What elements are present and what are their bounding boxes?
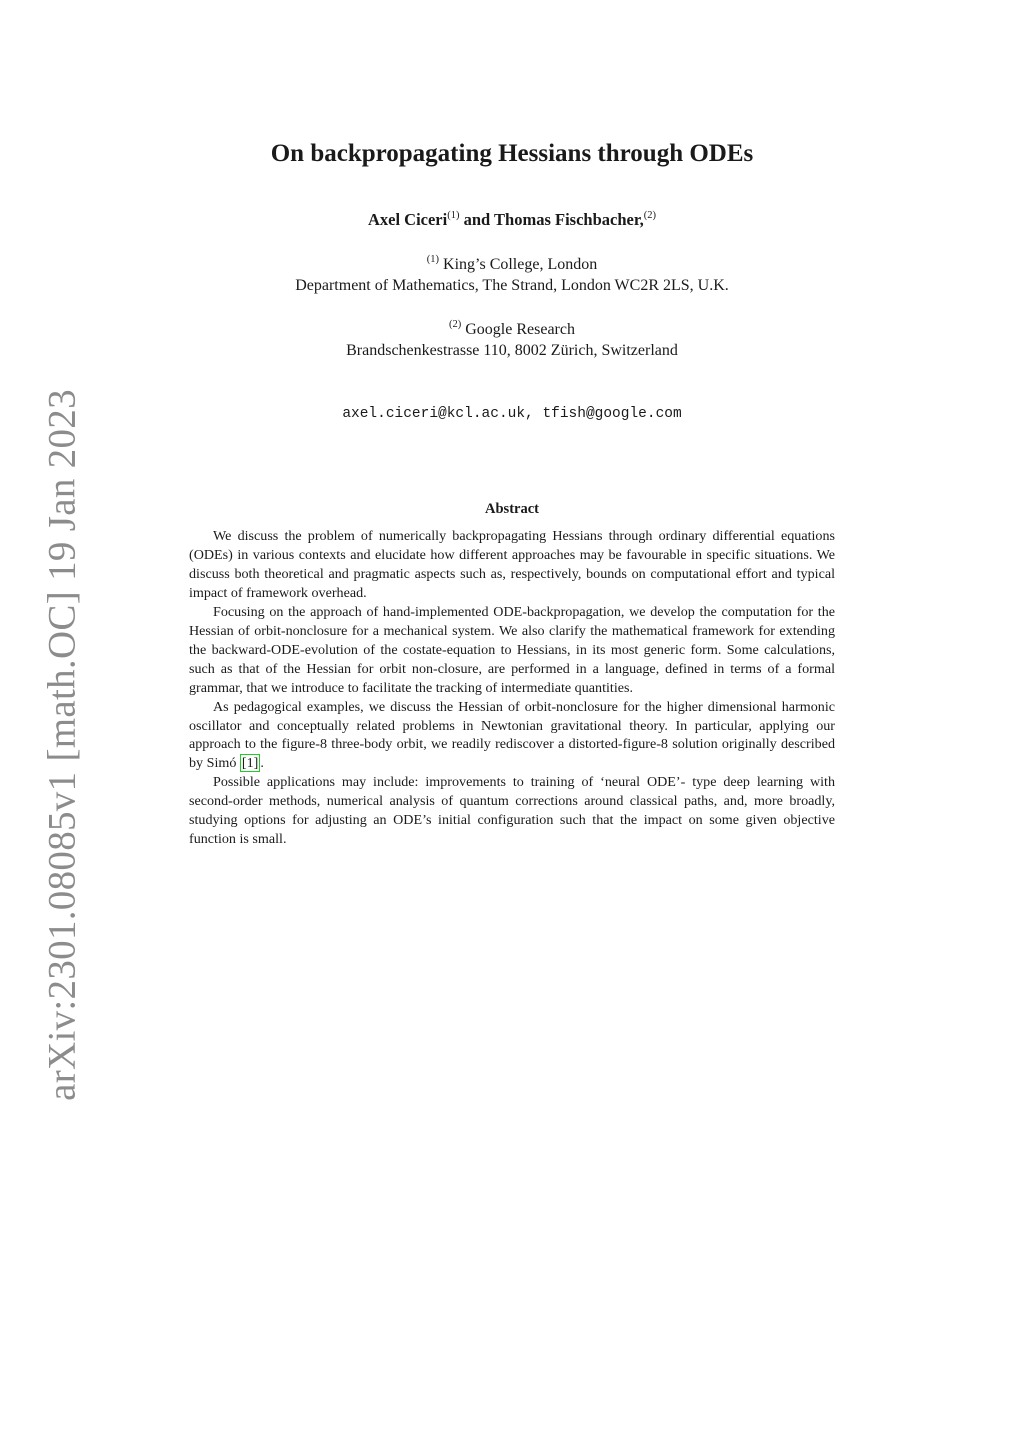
author-name-1: Axel Ciceri xyxy=(367,210,448,229)
affiliation-1 xyxy=(0,254,1024,296)
affiliation-2-marker: (2) xyxy=(449,319,462,330)
abstract-paragraph-3 xyxy=(189,698,835,774)
affiliation-2-address: Brandschenkestrasse 110, 8002 Zürich, Switzerland xyxy=(346,342,678,359)
author-2-affiliation-marker: (2) xyxy=(643,210,657,221)
abstract-heading: Abstract xyxy=(485,501,539,517)
author-1-affiliation-marker: (1) xyxy=(447,210,460,221)
affiliation-2-name-line xyxy=(0,319,1024,340)
author-conjunction: and xyxy=(459,210,495,229)
affiliation-2-name: Google Research xyxy=(461,321,575,338)
affiliation-1-name: King’s College, London xyxy=(439,256,598,273)
paper-title: On backpropagating Hessians through ODEs xyxy=(270,140,754,167)
arxiv-side-stamp: arXiv:2301.08085v1 [math.OC] 19 Jan 2023 xyxy=(40,389,84,1101)
abstract-paragraph-1: We discuss the problem of numerically backpropagating Hessians through ordinary differential equations (ODEs) in various contexts and elucidate how different approaches may be favourable in specific situations. We discuss both theoretical and pragmatic aspects such as, respectively, bounds on computational effort and typical impact of framework overhead. xyxy=(189,528,835,601)
abstract-paragraph-4: Possible applications may include: improvements to training of ‘neural ODE’- type deep learning with second-order methods, numerical analysis of quantum corrections around classical paths, and, more broadly, studying options for adjusting an ODE’s initial configuration such that the impact on some given objective function is small. xyxy=(189,774,835,848)
author-name-2: Thomas Fischbacher, xyxy=(494,210,644,229)
abstract-paragraph-2: Focusing on the approach of hand-implemented ODE-backpropagation, we develop the computation for the Hessian of orbit-nonclosure for a mechanical system. We also clarify the mathematical framework for extending the backward-ODE-evolution of the costate-equation to Hessians, in its most generic form. Some calculations, such as that of the Hessian for orbit non-closure, are performed in a language, defined in terms of a formal grammar, that we introduce to facilitate the tracking of intermediate quantities. xyxy=(189,603,835,696)
affiliation-1-address: Department of Mathematics, The Strand, London WC2R 2LS, U.K. xyxy=(295,277,729,294)
author-line xyxy=(0,210,1024,230)
abstract-body xyxy=(189,527,835,849)
abstract-paragraph-3-end: . xyxy=(260,755,264,772)
abstract-paragraph-3-text: As pedagogical examples, we discuss the Hessian of orbit-nonclosure for the higher dimensional harmonic oscillator and conceptually related problems in Newtonian gravitational theory. In particular, applying our approach to the figure-8 three-body orbit, we readily rediscover a distorted-figure-8 solution originally described by Simó xyxy=(189,698,835,772)
affiliation-2 xyxy=(0,319,1024,361)
affiliation-1-name-line xyxy=(0,254,1024,275)
author-emails: axel.ciceri@kcl.ac.uk, tfish@google.com xyxy=(342,406,682,422)
citation-link[interactable]: [1] xyxy=(241,755,259,772)
affiliation-1-marker: (1) xyxy=(426,254,440,265)
